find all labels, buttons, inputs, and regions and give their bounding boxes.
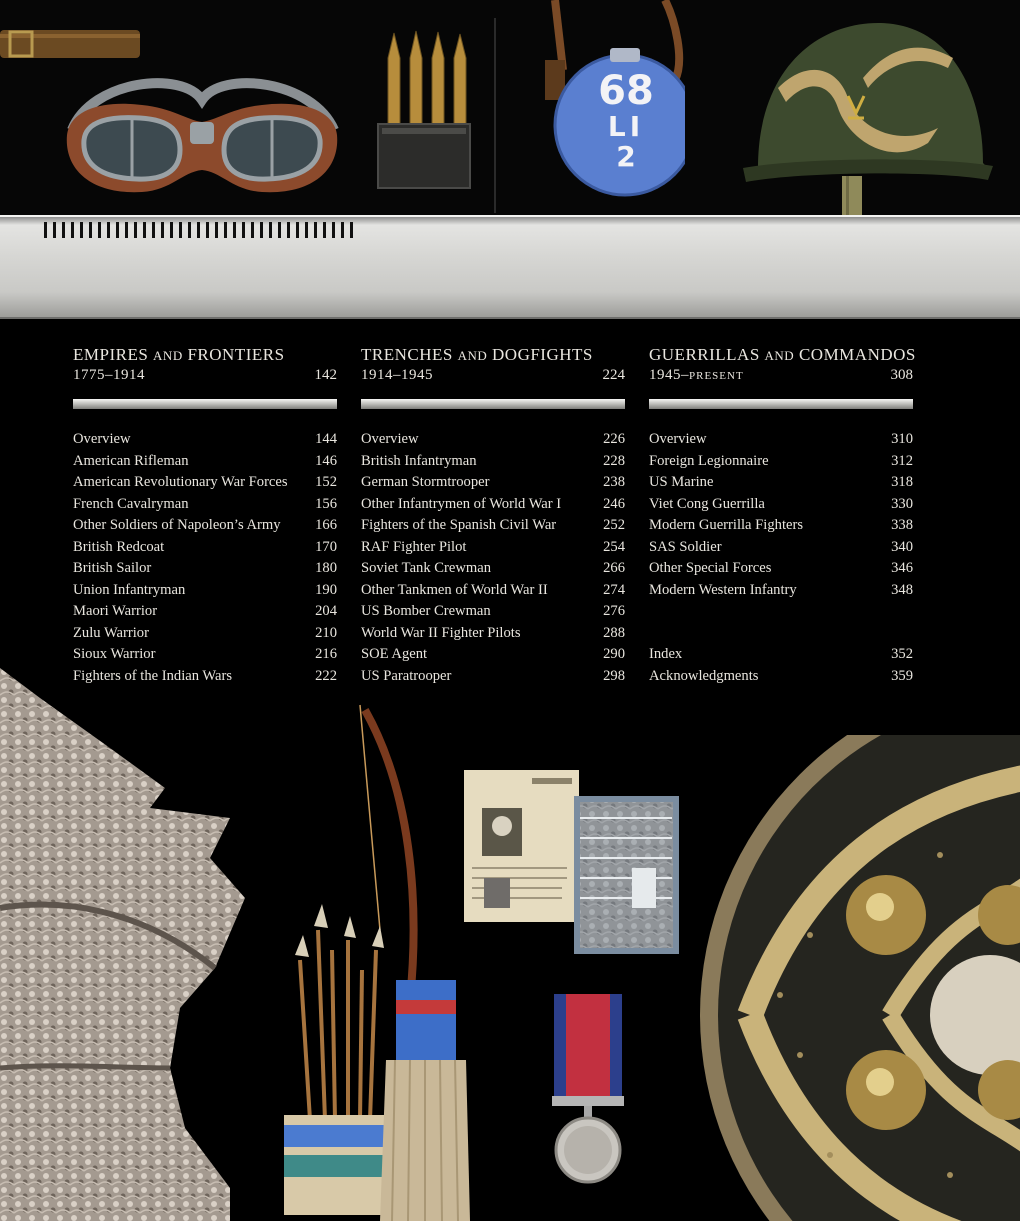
section-trenches-dogfights xyxy=(361,345,625,687)
toc-entry[interactable]: Other Infantrymen of World War I 246 xyxy=(361,495,625,512)
toc-entry[interactable]: British Sailor 180 xyxy=(73,560,337,576)
toc-entry[interactable]: US Paratrooper 298 xyxy=(361,667,625,684)
toc-entry[interactable]: World War II Fighter Pilots 288 xyxy=(361,624,625,641)
section-start-page[interactable]: 224 xyxy=(602,367,625,383)
band-decoration xyxy=(44,222,354,238)
toc-entry[interactable]: Zulu Warrior 210 xyxy=(73,624,337,641)
section-empires-frontiers xyxy=(73,345,337,687)
section-rule xyxy=(649,399,913,409)
toc-entry[interactable]: SAS Soldier 340 xyxy=(649,538,913,555)
toc-entry[interactable]: RAF Fighter Pilot 254 xyxy=(361,538,625,555)
flying-goggles-image xyxy=(62,60,342,205)
toc-entry[interactable]: American Revolutionary War Forces 152 xyxy=(73,474,337,490)
section-title: EMPIRES AND FRONTIERS xyxy=(73,345,285,364)
toc-entry[interactable]: Overview 310 xyxy=(649,431,913,447)
section-start-page[interactable]: 308 xyxy=(890,367,913,383)
toc-entry[interactable]: Soviet Tank Crewman 266 xyxy=(361,560,625,576)
section-rule xyxy=(73,399,337,409)
toc-list xyxy=(73,429,337,687)
toc-entry[interactable]: Union Infantryman 190 xyxy=(73,581,337,598)
toc-entry[interactable]: German Stormtrooper 238 xyxy=(361,474,625,490)
section-guerrillas-commandos xyxy=(649,345,916,687)
section-years: 1945–PRESENT xyxy=(649,367,744,383)
toc-spacer xyxy=(649,623,913,645)
toc-list xyxy=(649,429,913,687)
toc-entry[interactable]: Modern Guerrilla Fighters 338 xyxy=(649,517,913,533)
rifle-cartridges-image xyxy=(374,28,474,193)
canteen-markings xyxy=(586,70,666,172)
canteen-unit: LI xyxy=(607,110,645,143)
section-start-page[interactable]: 142 xyxy=(314,367,337,383)
toc-list xyxy=(361,429,625,687)
toc-entry[interactable]: US Bomber Crewman 276 xyxy=(361,603,625,619)
ornate-shield-image xyxy=(690,735,1020,1221)
toc-entry[interactable]: Maori Warrior 204 xyxy=(73,603,337,619)
toc-entry[interactable]: British Redcoat 170 xyxy=(73,538,337,555)
section-title: GUERRILLAS AND COMMANDOS xyxy=(649,345,916,364)
toc-entry[interactable]: American Rifleman 146 xyxy=(73,452,337,469)
toc-entry[interactable]: Fighters of the Spanish Civil War 252 xyxy=(361,517,625,533)
bow-and-quiver-image xyxy=(270,700,490,1221)
section-rule xyxy=(361,399,625,409)
toc-entry-acknowledgments[interactable]: Acknowledgments 359 xyxy=(649,667,913,684)
toc-entry[interactable]: French Cavalryman 156 xyxy=(73,495,337,512)
toc-entry[interactable]: Overview 144 xyxy=(73,431,337,447)
toc-entry[interactable]: Foreign Legionnaire 312 xyxy=(649,452,913,469)
identity-documents-image xyxy=(462,768,682,958)
toc-spacer xyxy=(649,601,913,623)
toc-entry[interactable]: SOE Agent 290 xyxy=(361,646,625,662)
toc-entry[interactable]: US Marine 318 xyxy=(649,474,913,490)
toc-entry[interactable]: Modern Western Infantry 348 xyxy=(649,581,913,598)
toc-entry[interactable]: Other Tankmen of World War II 274 xyxy=(361,581,625,598)
section-title: TRENCHES AND DOGFIGHTS xyxy=(361,345,593,364)
toc-entry[interactable]: Viet Cong Guerrilla 330 xyxy=(649,495,913,512)
section-years: 1775–1914 xyxy=(73,367,145,383)
toc-entry[interactable]: Other Soldiers of Napoleon’s Army 166 xyxy=(73,517,337,533)
toc-entry-index[interactable]: Index 352 xyxy=(649,646,913,662)
canteen-battalion: 2 xyxy=(616,140,636,173)
service-medal-image xyxy=(548,992,628,1192)
toc-entry[interactable]: Other Special Forces 346 xyxy=(649,560,913,576)
toc-entry[interactable]: Sioux Warrior 216 xyxy=(73,646,337,662)
canteen-number: 68 xyxy=(598,68,654,114)
toc-entry[interactable]: Fighters of the Indian Wars 222 xyxy=(73,667,337,684)
embossed-armor-image xyxy=(0,668,250,1221)
section-years: 1914–1945 xyxy=(361,367,433,383)
divider-line xyxy=(494,18,496,213)
toc-entry[interactable]: British Infantryman 228 xyxy=(361,452,625,469)
toc-entry[interactable]: Overview 226 xyxy=(361,431,625,447)
